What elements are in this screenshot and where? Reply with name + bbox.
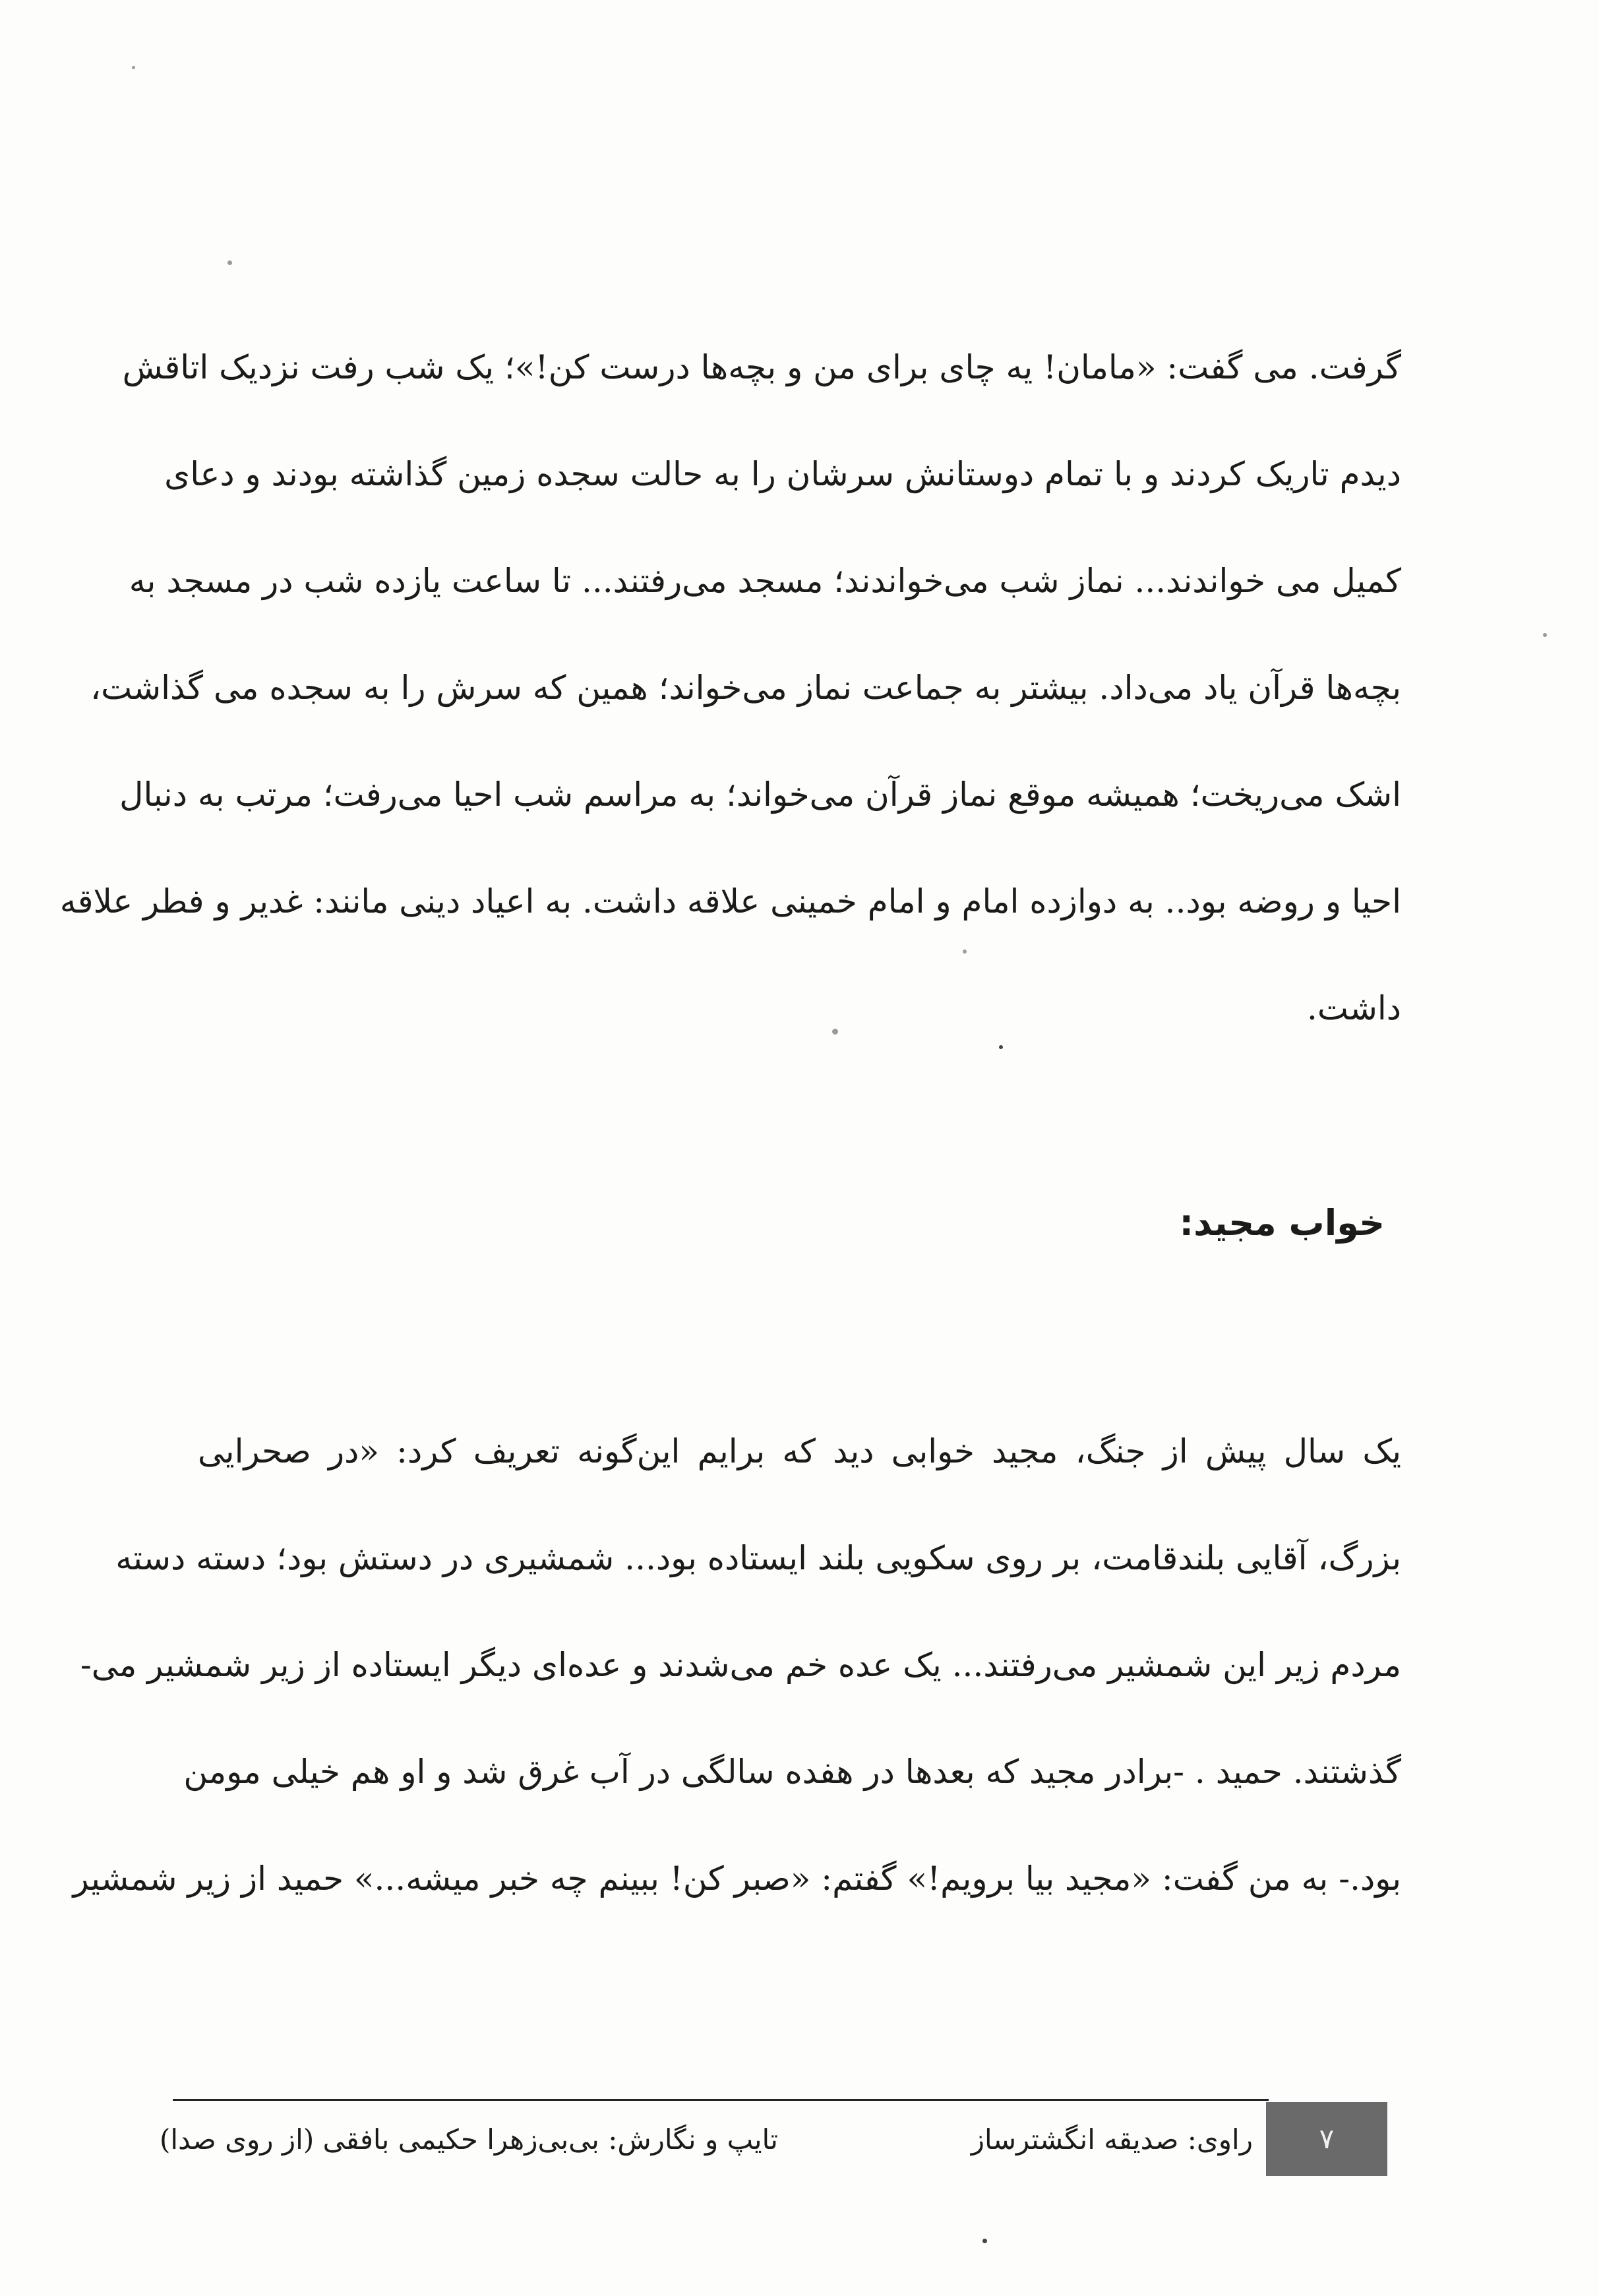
text-line: بزرگ، آقایی بلندقامت، بر روی سکویی بلند ایستاده بود... شمشیری در دستش بود؛ دسته دسته (115, 1539, 1401, 1577)
footer-typist: تایپ و نگارش: بی‌بی‌زهرا حکیمی بافقی (از روی صدا) (159, 2123, 778, 2156)
scan-speck (132, 66, 135, 69)
text-line: داشت. (1306, 989, 1401, 1027)
scan-speck (963, 950, 967, 953)
text-line: دیدم تاریک کردند و با تمام دوستانش سرشان را به حالت سجده زمین گذاشته بودند و دعای (164, 455, 1401, 493)
footer-narrator: راوی: صدیقه انگشترساز (971, 2123, 1253, 2156)
scan-speck (832, 1029, 838, 1035)
text-line: یک سال پیش از جنگ، مجید خوابی دید که برایم این‌گونه تعریف کرد: «در صحرایی (198, 1432, 1401, 1470)
scan-speck (999, 1045, 1003, 1049)
text-line: اشک می‌ریخت؛ همیشه موقع نماز قرآن می‌خواند؛ به مراسم شب احیا می‌رفت؛ مرتب به دنبال (119, 775, 1401, 814)
page-number: ۷ (1266, 2102, 1387, 2176)
text-line: مردم زیر این شمشیر می‌رفتند... یک عده خم می‌شدند و عده‌ای دیگر ایستاده از زیر شمشیر می- (80, 1646, 1401, 1684)
section-heading: خواب مجید: (1179, 1202, 1385, 1244)
body-paragraph-1 (59, 314, 1401, 1062)
scan-speck (982, 2239, 987, 2243)
text-line: احیا و روضه بود.. به دوازده امام و امام خمینی علاقه داشت. به اعیاد دینی مانند: غدیر و فطر علاقه (59, 882, 1401, 921)
text-line: کمیل می خواندند... نماز شب می‌خواندند؛ مسجد می‌رفتند... تا ساعت یازده شب در مسجد به (129, 562, 1401, 600)
text-line: بچه‌ها قرآن یاد می‌داد. بیشتر به جماعت نماز می‌خواند؛ همین که سرش را به سجده می گذاشت، (90, 669, 1401, 707)
text-line: بود.- به من گفت: «مجید بیا برویم!» گفتم: «صبر کن! ببینم چه خبر میشه...» حمید از زیر شمشیر (73, 1859, 1401, 1898)
scan-speck (227, 260, 232, 265)
text-line: گذشتند. حمید . -برادر مجید که بعدها در هفده سالگی در آب غرق شد و او هم خیلی مومن (183, 1753, 1401, 1791)
body-paragraph-2 (73, 1398, 1401, 1932)
text-line: گرفت. می گفت: «مامان! یه چای برای من و بچه‌ها درست کن!»؛ یک شب رفت نزدیک اتاقش (122, 348, 1401, 386)
scan-speck (1543, 633, 1547, 637)
footer-divider (173, 2099, 1269, 2101)
